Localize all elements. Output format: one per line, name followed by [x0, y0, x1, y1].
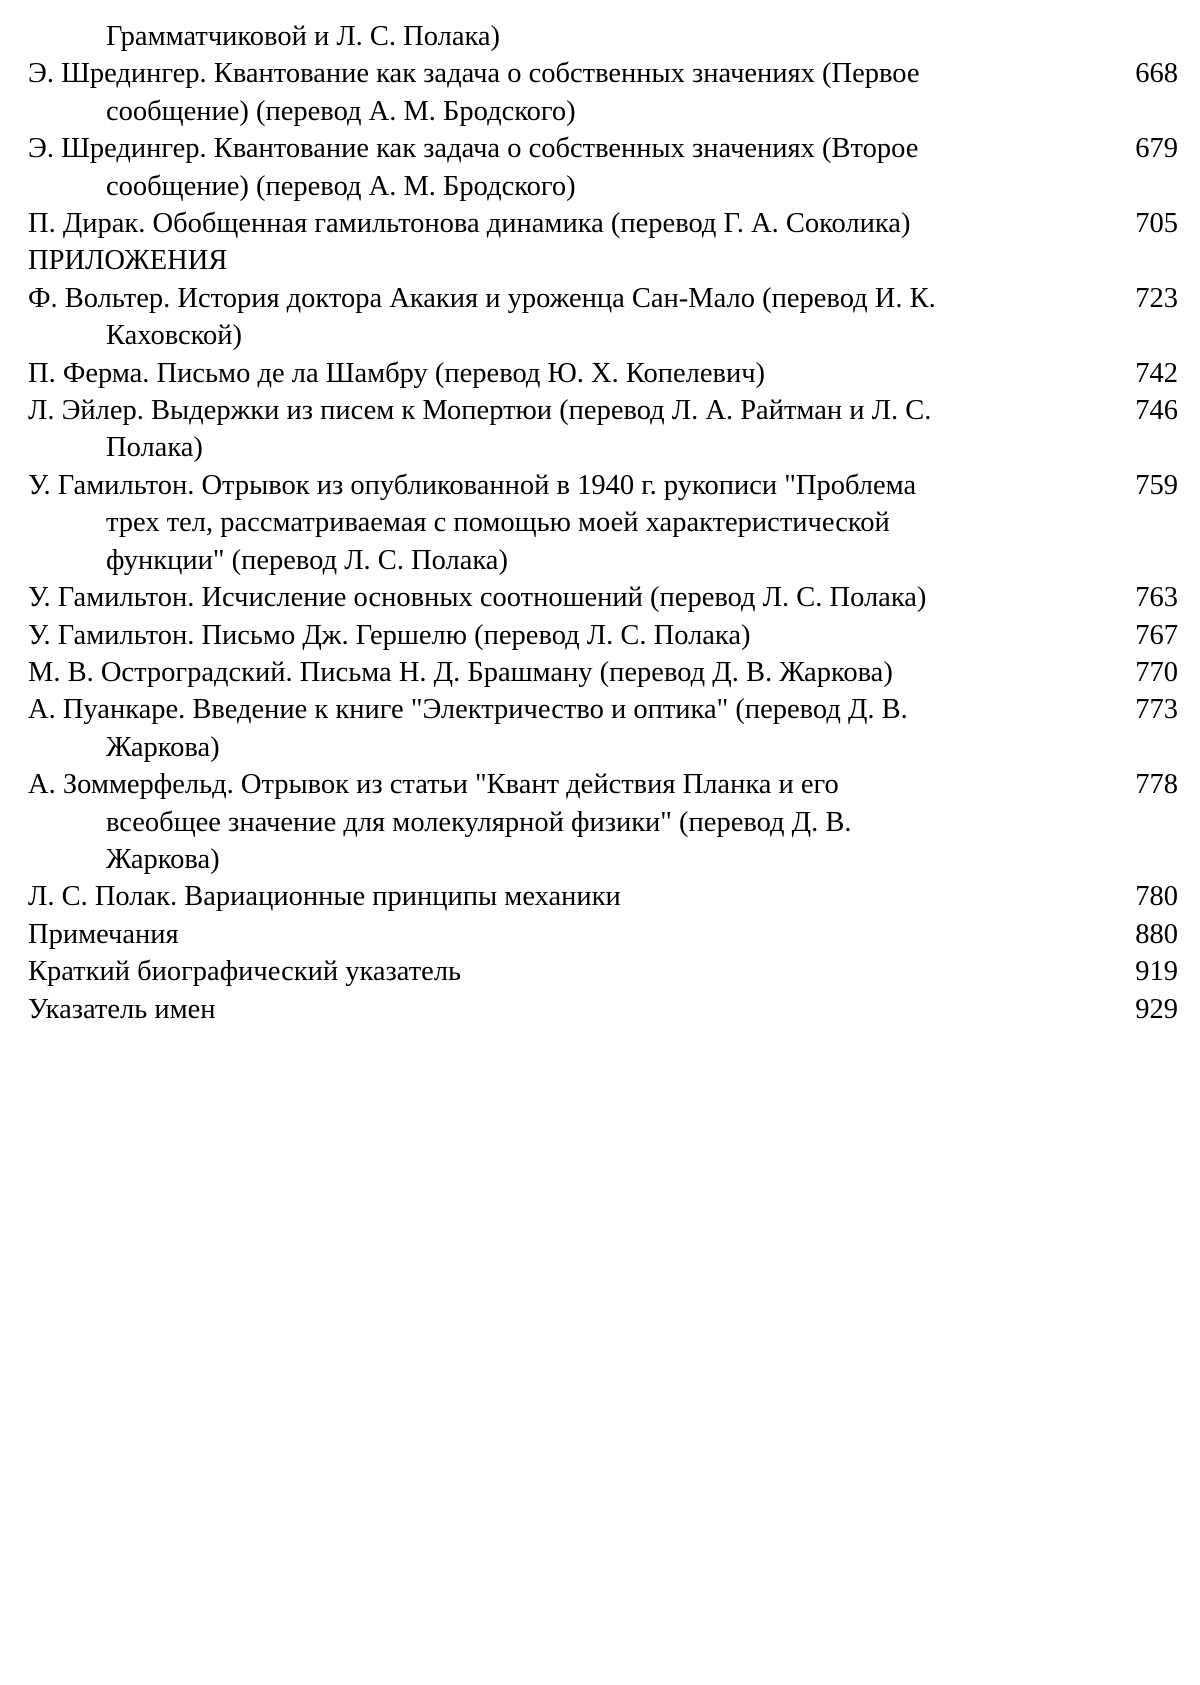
- toc-entries-before: [28, 55, 1178, 242]
- toc-entry-line: А. Зоммерфельд. Отрывок из статьи "Квант действия Планка и его: [28, 769, 839, 801]
- toc-entry: [28, 617, 1178, 654]
- toc-entry-page-number: 746: [1135, 395, 1178, 427]
- toc-entry-line: сообщение) (перевод А. М. Бродского): [106, 170, 576, 202]
- toc-entry: [28, 55, 1178, 130]
- toc-entry: [28, 579, 1178, 616]
- toc-entries-after: [28, 280, 1178, 1028]
- toc-entry-page-number: 759: [1135, 469, 1178, 501]
- toc-entry-page-number: 770: [1135, 656, 1178, 688]
- toc-entry-page-number: 919: [1135, 956, 1178, 988]
- toc-entry-line: Жаркова): [106, 843, 220, 875]
- toc-entry: [28, 878, 1178, 915]
- toc-entry-title: [28, 579, 1108, 616]
- toc-entry-page-number: 763: [1135, 582, 1178, 614]
- toc-entry-line: всеобщее значение для молекулярной физики" (перевод Д. В.: [106, 806, 852, 838]
- toc-entry-line: функции" (перевод Л. С. Полака): [106, 544, 508, 576]
- toc-entry-line: Полака): [106, 432, 203, 464]
- toc-entry-title: [28, 953, 1108, 990]
- toc-entry-title: [28, 766, 1108, 878]
- toc-entry-line: Жаркова): [106, 731, 220, 763]
- toc-entry-title: [28, 654, 1108, 691]
- toc-entry-title: [28, 130, 1108, 205]
- toc-entry-line: Ф. Вольтер. История доктора Акакия и уроженца Сан-Мало (перевод И. К.: [28, 282, 936, 314]
- toc-entry-title: [28, 878, 1108, 915]
- toc-entry-line: Указатель имен: [28, 993, 216, 1025]
- toc-entry-title: [28, 617, 1108, 654]
- toc-entry-title: [28, 55, 1108, 130]
- toc-entry-title: [28, 280, 1108, 355]
- toc-entry-line: У. Гамильтон. Исчисление основных соотношений (перевод Л. С. Полака): [28, 582, 927, 614]
- toc-entry-page-number: 880: [1135, 918, 1178, 950]
- toc-entry-line: У. Гамильтон. Отрывок из опубликованной в 1940 г. рукописи "Проблема: [28, 469, 917, 501]
- toc-entry-line: Л. Эйлер. Выдержки из писем к Мопертюи (перевод Л. А. Райтман и Л. С.: [28, 395, 932, 427]
- toc-entry-line: Э. Шредингер. Квантование как задача о собственных значениях (Второе: [28, 133, 919, 165]
- toc-entry-line: Л. С. Полак. Вариационные принципы механики: [28, 881, 621, 913]
- toc-entry: [28, 205, 1178, 242]
- toc-entry-line: М. В. Остроградский. Письма Н. Д. Брашману (перевод Д. В. Жаркова): [28, 656, 893, 688]
- toc-entry: [28, 953, 1178, 990]
- toc-entry-page-number: 767: [1135, 619, 1178, 651]
- toc-entry: [28, 392, 1178, 467]
- toc-entry-page-number: 780: [1135, 881, 1178, 913]
- toc-entry-line: Примечания: [28, 918, 179, 950]
- toc-entry-page-number: 742: [1135, 357, 1178, 389]
- toc-entry: [28, 355, 1178, 392]
- toc-entry-title: [28, 355, 1108, 392]
- toc-entry-line: Краткий биографический указатель: [28, 956, 462, 988]
- toc-entry-line: сообщение) (перевод А. М. Бродского): [106, 95, 576, 127]
- toc-entry-page-number: 778: [1135, 769, 1178, 801]
- toc-entry-page-number: 773: [1135, 694, 1178, 726]
- toc-entry-line: П. Ферма. Письмо де ла Шамбру (перевод Ю. Х. Копелевич): [28, 357, 766, 389]
- toc-entry-page-number: 723: [1135, 282, 1178, 314]
- toc-entry-title: [28, 991, 1108, 1028]
- toc-entry-page-number: 679: [1135, 133, 1178, 165]
- toc-entry-page-number: 668: [1135, 58, 1178, 90]
- toc-entry-page-number: 705: [1135, 208, 1178, 240]
- toc-entry: [28, 654, 1178, 691]
- toc-entry-line: Э. Шредингер. Квантование как задача о собственных значениях (Первое: [28, 58, 920, 90]
- table-of-contents: [28, 18, 1178, 1028]
- toc-entry: [28, 691, 1178, 766]
- toc-entry-line: Каховской): [106, 320, 243, 352]
- toc-entry: [28, 130, 1178, 205]
- toc-entry-line: П. Дирак. Обобщенная гамильтонова динамика (перевод Г. А. Соколика): [28, 208, 911, 240]
- toc-entry-line: У. Гамильтон. Письмо Дж. Гершелю (перевод Л. С. Полака): [28, 619, 751, 651]
- toc-entry-title: [28, 467, 1108, 579]
- toc-entry-title: [28, 691, 1108, 766]
- toc-entry: [28, 467, 1178, 579]
- toc-entry-line: трех тел, рассматриваемая с помощью моей характеристической: [106, 507, 890, 539]
- toc-entry-page-number: 929: [1135, 993, 1178, 1025]
- toc-continuation-row: [28, 18, 1178, 55]
- toc-entry: [28, 766, 1178, 878]
- toc-entry-title: [28, 392, 1108, 467]
- toc-entry: [28, 991, 1178, 1028]
- toc-entry: [28, 916, 1178, 953]
- toc-entry-line: А. Пуанкаре. Введение к книге "Электричество и оптика" (перевод Д. В.: [28, 694, 908, 726]
- toc-entry-title: [28, 916, 1108, 953]
- toc-entry-title: [28, 205, 1108, 242]
- toc-entry: [28, 280, 1178, 355]
- toc-continuation-text: Грамматчиковой и Л. С. Полака): [106, 21, 501, 52]
- section-heading: ПРИЛОЖЕНИЯ: [28, 245, 228, 277]
